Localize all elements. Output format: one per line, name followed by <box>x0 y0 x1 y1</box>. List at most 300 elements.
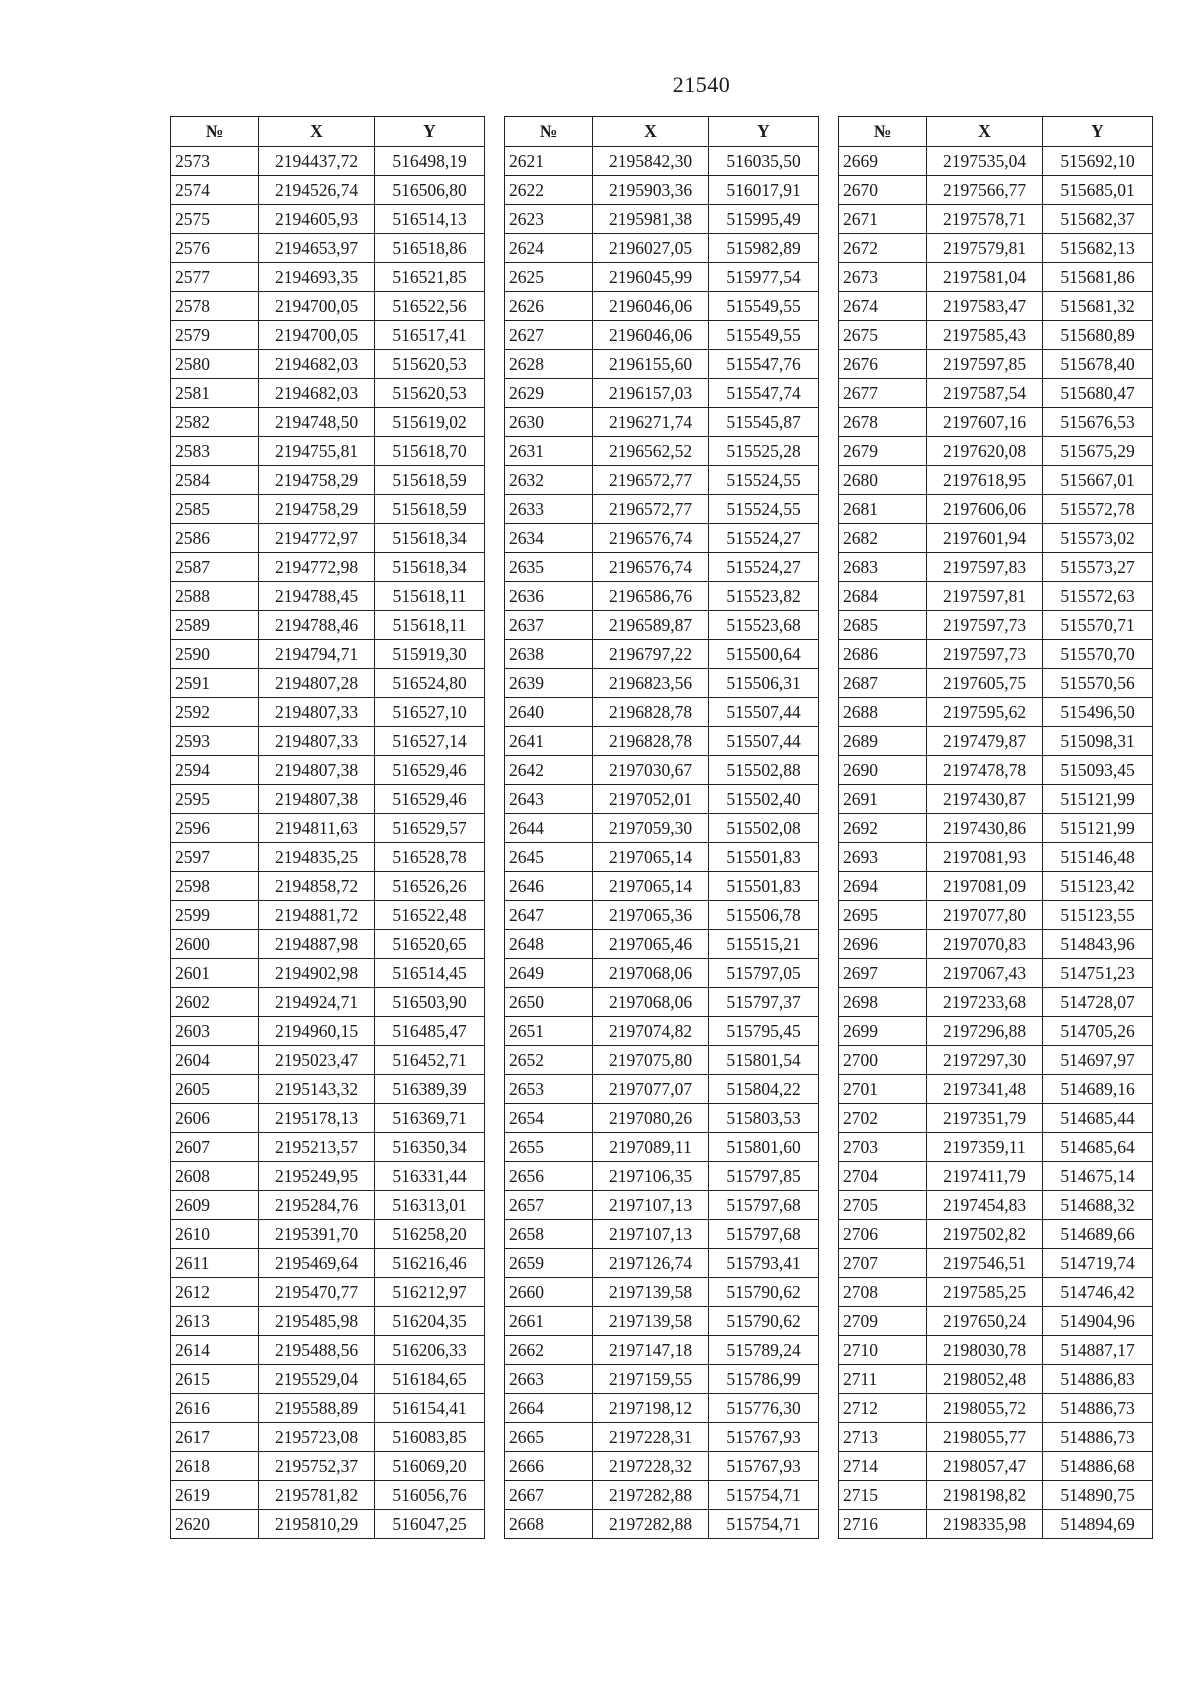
table-row <box>839 1017 1153 1046</box>
y-coordinate-cell: 515502,88 <box>709 756 819 785</box>
y-coordinate-cell: 515573,27 <box>1043 553 1153 582</box>
x-coordinate-cell: 2197065,46 <box>593 930 709 959</box>
table-row <box>505 553 819 582</box>
x-coordinate-cell: 2196828,78 <box>593 727 709 756</box>
y-coordinate-cell: 514746,42 <box>1043 1278 1153 1307</box>
y-coordinate-cell: 515919,30 <box>375 640 485 669</box>
table-row <box>171 1249 485 1278</box>
table-row <box>171 1510 485 1539</box>
y-coordinate-cell: 516527,10 <box>375 698 485 727</box>
y-coordinate-cell: 516035,50 <box>709 147 819 176</box>
x-coordinate-cell: 2197430,87 <box>927 785 1043 814</box>
y-coordinate-cell: 515549,55 <box>709 292 819 321</box>
y-coordinate-cell: 515977,54 <box>709 263 819 292</box>
table-row <box>171 379 485 408</box>
y-coordinate-cell: 515797,05 <box>709 959 819 988</box>
table-row <box>171 640 485 669</box>
table-row <box>505 234 819 263</box>
table-row <box>505 756 819 785</box>
x-coordinate-cell: 2195588,89 <box>259 1394 375 1423</box>
point-number-cell: 2658 <box>505 1220 593 1249</box>
x-coordinate-cell: 2195723,08 <box>259 1423 375 1452</box>
point-number-cell: 2657 <box>505 1191 593 1220</box>
table-header-row <box>171 117 485 147</box>
point-number-cell: 2627 <box>505 321 593 350</box>
point-number-cell: 2619 <box>171 1481 259 1510</box>
point-number-cell: 2607 <box>171 1133 259 1162</box>
x-coordinate-cell: 2195488,56 <box>259 1336 375 1365</box>
point-number-cell: 2695 <box>839 901 927 930</box>
table-row <box>505 437 819 466</box>
y-coordinate-cell: 516527,14 <box>375 727 485 756</box>
x-coordinate-cell: 2197081,93 <box>927 843 1043 872</box>
x-coordinate-cell: 2197198,12 <box>593 1394 709 1423</box>
y-coordinate-cell: 515797,37 <box>709 988 819 1017</box>
x-coordinate-cell: 2197139,58 <box>593 1307 709 1336</box>
table-row <box>171 553 485 582</box>
point-number-cell: 2647 <box>505 901 593 930</box>
table-row <box>839 1191 1153 1220</box>
point-number-cell: 2652 <box>505 1046 593 1075</box>
point-number-cell: 2641 <box>505 727 593 756</box>
point-number-cell: 2633 <box>505 495 593 524</box>
x-coordinate-cell: 2196271,74 <box>593 408 709 437</box>
point-number-cell: 2659 <box>505 1249 593 1278</box>
x-coordinate-cell: 2197581,04 <box>927 263 1043 292</box>
table-row <box>505 1191 819 1220</box>
table-row <box>505 785 819 814</box>
y-coordinate-cell: 515570,71 <box>1043 611 1153 640</box>
x-coordinate-cell: 2197650,24 <box>927 1307 1043 1336</box>
x-coordinate-cell: 2196589,87 <box>593 611 709 640</box>
y-coordinate-cell: 515692,10 <box>1043 147 1153 176</box>
point-number-cell: 2642 <box>505 756 593 785</box>
y-coordinate-cell: 515572,78 <box>1043 495 1153 524</box>
table-row <box>505 959 819 988</box>
y-coordinate-cell: 515682,37 <box>1043 205 1153 234</box>
table-row <box>171 669 485 698</box>
point-number-cell: 2675 <box>839 321 927 350</box>
x-coordinate-cell: 2194758,29 <box>259 495 375 524</box>
point-number-cell: 2693 <box>839 843 927 872</box>
point-number-cell: 2592 <box>171 698 259 727</box>
y-coordinate-cell: 515618,34 <box>375 524 485 553</box>
y-coordinate-cell: 515507,44 <box>709 727 819 756</box>
x-coordinate-cell: 2195810,29 <box>259 1510 375 1539</box>
table-row <box>171 524 485 553</box>
point-number-cell: 2645 <box>505 843 593 872</box>
y-coordinate-cell: 515506,78 <box>709 901 819 930</box>
point-number-cell: 2705 <box>839 1191 927 1220</box>
y-coordinate-cell: 515572,63 <box>1043 582 1153 611</box>
table-row <box>839 321 1153 350</box>
x-coordinate-cell: 2197228,31 <box>593 1423 709 1452</box>
point-number-cell: 2649 <box>505 959 593 988</box>
x-coordinate-cell: 2194881,72 <box>259 901 375 930</box>
point-number-cell: 2576 <box>171 234 259 263</box>
point-number-cell: 2670 <box>839 176 927 205</box>
table-row <box>171 814 485 843</box>
x-coordinate-cell: 2197411,79 <box>927 1162 1043 1191</box>
y-coordinate-cell: 516350,34 <box>375 1133 485 1162</box>
y-coordinate-cell: 515618,34 <box>375 553 485 582</box>
x-coordinate-cell: 2194902,98 <box>259 959 375 988</box>
table-row <box>839 669 1153 698</box>
point-number-cell: 2575 <box>171 205 259 234</box>
table-row <box>505 1162 819 1191</box>
table-row <box>839 1336 1153 1365</box>
x-coordinate-cell: 2197583,47 <box>927 292 1043 321</box>
table-row <box>505 147 819 176</box>
table-row <box>171 495 485 524</box>
x-coordinate-cell: 2197597,81 <box>927 582 1043 611</box>
table-row <box>171 1133 485 1162</box>
point-number-cell: 2644 <box>505 814 593 843</box>
y-coordinate-cell: 515795,45 <box>709 1017 819 1046</box>
x-coordinate-cell: 2197067,43 <box>927 959 1043 988</box>
y-coordinate-cell: 515685,01 <box>1043 176 1153 205</box>
table-row <box>171 205 485 234</box>
x-coordinate-cell: 2194653,97 <box>259 234 375 263</box>
table-row <box>839 611 1153 640</box>
x-coordinate-cell: 2194772,98 <box>259 553 375 582</box>
point-number-cell: 2617 <box>171 1423 259 1452</box>
x-coordinate-cell: 2195981,38 <box>593 205 709 234</box>
point-number-cell: 2691 <box>839 785 927 814</box>
table-row <box>839 292 1153 321</box>
y-coordinate-cell: 514886,73 <box>1043 1423 1153 1452</box>
y-coordinate-cell: 515754,71 <box>709 1481 819 1510</box>
x-coordinate-cell: 2196576,74 <box>593 553 709 582</box>
coordinate-table-1 <box>170 116 485 1539</box>
table-row <box>505 611 819 640</box>
y-coordinate-cell: 516526,26 <box>375 872 485 901</box>
x-coordinate-cell: 2197454,83 <box>927 1191 1043 1220</box>
x-coordinate-cell: 2198052,48 <box>927 1365 1043 1394</box>
point-number-cell: 2598 <box>171 872 259 901</box>
table-row <box>171 698 485 727</box>
y-coordinate-cell: 515619,02 <box>375 408 485 437</box>
table-row <box>839 756 1153 785</box>
y-coordinate-cell: 514887,17 <box>1043 1336 1153 1365</box>
x-coordinate-cell: 2195529,04 <box>259 1365 375 1394</box>
y-coordinate-cell: 515525,28 <box>709 437 819 466</box>
point-number-cell: 2656 <box>505 1162 593 1191</box>
y-coordinate-cell: 516017,91 <box>709 176 819 205</box>
point-number-cell: 2689 <box>839 727 927 756</box>
point-number-cell: 2581 <box>171 379 259 408</box>
coordinate-tables <box>170 116 1153 1539</box>
y-coordinate-cell: 516389,39 <box>375 1075 485 1104</box>
table-row <box>505 263 819 292</box>
x-coordinate-cell: 2198198,82 <box>927 1481 1043 1510</box>
x-coordinate-cell: 2197351,79 <box>927 1104 1043 1133</box>
x-coordinate-cell: 2196797,22 <box>593 640 709 669</box>
point-number-cell: 2683 <box>839 553 927 582</box>
table-row <box>171 901 485 930</box>
x-coordinate-cell: 2196155,60 <box>593 350 709 379</box>
point-number-cell: 2678 <box>839 408 927 437</box>
column-header-y: Y <box>1043 117 1153 147</box>
table-row <box>505 1423 819 1452</box>
table-row <box>171 988 485 1017</box>
x-coordinate-cell: 2196027,05 <box>593 234 709 263</box>
y-coordinate-cell: 515524,55 <box>709 466 819 495</box>
table-row <box>171 466 485 495</box>
y-coordinate-cell: 516047,25 <box>375 1510 485 1539</box>
point-number-cell: 2706 <box>839 1220 927 1249</box>
point-number-cell: 2579 <box>171 321 259 350</box>
table-row <box>839 814 1153 843</box>
y-coordinate-cell: 516452,71 <box>375 1046 485 1075</box>
point-number-cell: 2681 <box>839 495 927 524</box>
y-coordinate-cell: 515797,68 <box>709 1191 819 1220</box>
point-number-cell: 2611 <box>171 1249 259 1278</box>
x-coordinate-cell: 2194682,03 <box>259 350 375 379</box>
x-coordinate-cell: 2197587,54 <box>927 379 1043 408</box>
x-coordinate-cell: 2197068,06 <box>593 959 709 988</box>
y-coordinate-cell: 515801,54 <box>709 1046 819 1075</box>
x-coordinate-cell: 2197479,87 <box>927 727 1043 756</box>
point-number-cell: 2610 <box>171 1220 259 1249</box>
table-row <box>505 1220 819 1249</box>
point-number-cell: 2662 <box>505 1336 593 1365</box>
point-number-cell: 2654 <box>505 1104 593 1133</box>
table-row <box>171 727 485 756</box>
table-row <box>171 350 485 379</box>
y-coordinate-cell: 515123,42 <box>1043 872 1153 901</box>
table-row <box>505 872 819 901</box>
point-number-cell: 2605 <box>171 1075 259 1104</box>
table-row <box>171 1075 485 1104</box>
y-coordinate-cell: 515680,89 <box>1043 321 1153 350</box>
table-row <box>505 1336 819 1365</box>
table-row <box>171 872 485 901</box>
table-row <box>171 147 485 176</box>
y-coordinate-cell: 515681,32 <box>1043 292 1153 321</box>
table-row <box>839 1075 1153 1104</box>
table-row <box>505 408 819 437</box>
x-coordinate-cell: 2194700,05 <box>259 292 375 321</box>
table-row <box>505 321 819 350</box>
x-coordinate-cell: 2194924,71 <box>259 988 375 1017</box>
y-coordinate-cell: 514689,66 <box>1043 1220 1153 1249</box>
x-coordinate-cell: 2194526,74 <box>259 176 375 205</box>
x-coordinate-cell: 2195391,70 <box>259 1220 375 1249</box>
y-coordinate-cell: 515790,62 <box>709 1278 819 1307</box>
table-row <box>839 1423 1153 1452</box>
x-coordinate-cell: 2197359,11 <box>927 1133 1043 1162</box>
point-number-cell: 2591 <box>171 669 259 698</box>
x-coordinate-cell: 2198055,72 <box>927 1394 1043 1423</box>
table-row <box>839 263 1153 292</box>
y-coordinate-cell: 516083,85 <box>375 1423 485 1452</box>
table-row <box>505 814 819 843</box>
x-coordinate-cell: 2194772,97 <box>259 524 375 553</box>
y-coordinate-cell: 515506,31 <box>709 669 819 698</box>
y-coordinate-cell: 516204,35 <box>375 1307 485 1336</box>
point-number-cell: 2640 <box>505 698 593 727</box>
y-coordinate-cell: 515767,93 <box>709 1423 819 1452</box>
y-coordinate-cell: 515682,13 <box>1043 234 1153 263</box>
table-row <box>171 1481 485 1510</box>
table-row <box>171 292 485 321</box>
table-row <box>839 1510 1153 1539</box>
point-number-cell: 2623 <box>505 205 593 234</box>
y-coordinate-cell: 515676,53 <box>1043 408 1153 437</box>
x-coordinate-cell: 2197107,13 <box>593 1220 709 1249</box>
x-coordinate-cell: 2194807,38 <box>259 785 375 814</box>
table-header-row <box>839 117 1153 147</box>
point-number-cell: 2634 <box>505 524 593 553</box>
y-coordinate-cell: 516206,33 <box>375 1336 485 1365</box>
x-coordinate-cell: 2197070,83 <box>927 930 1043 959</box>
x-coordinate-cell: 2197030,67 <box>593 756 709 785</box>
point-number-cell: 2608 <box>171 1162 259 1191</box>
y-coordinate-cell: 516154,41 <box>375 1394 485 1423</box>
table-row <box>505 1394 819 1423</box>
table-row <box>839 234 1153 263</box>
point-number-cell: 2589 <box>171 611 259 640</box>
table-row <box>171 234 485 263</box>
point-number-cell: 2574 <box>171 176 259 205</box>
column-header-y: Y <box>375 117 485 147</box>
y-coordinate-cell: 516485,47 <box>375 1017 485 1046</box>
x-coordinate-cell: 2197546,51 <box>927 1249 1043 1278</box>
table-row <box>839 872 1153 901</box>
y-coordinate-cell: 516216,46 <box>375 1249 485 1278</box>
x-coordinate-cell: 2194835,25 <box>259 843 375 872</box>
table-row <box>505 1133 819 1162</box>
y-coordinate-cell: 515570,70 <box>1043 640 1153 669</box>
x-coordinate-cell: 2197065,36 <box>593 901 709 930</box>
table-row <box>839 1278 1153 1307</box>
table-row <box>171 1046 485 1075</box>
point-number-cell: 2703 <box>839 1133 927 1162</box>
point-number-cell: 2573 <box>171 147 259 176</box>
point-number-cell: 2671 <box>839 205 927 234</box>
y-coordinate-cell: 515797,68 <box>709 1220 819 1249</box>
point-number-cell: 2609 <box>171 1191 259 1220</box>
table-row <box>171 1336 485 1365</box>
point-number-cell: 2614 <box>171 1336 259 1365</box>
x-coordinate-cell: 2194437,72 <box>259 147 375 176</box>
y-coordinate-cell: 515501,83 <box>709 872 819 901</box>
x-coordinate-cell: 2196572,77 <box>593 495 709 524</box>
point-number-cell: 2672 <box>839 234 927 263</box>
table-row <box>839 901 1153 930</box>
point-number-cell: 2630 <box>505 408 593 437</box>
table-row <box>839 843 1153 872</box>
x-coordinate-cell: 2196576,74 <box>593 524 709 553</box>
x-coordinate-cell: 2196046,06 <box>593 292 709 321</box>
table-row <box>839 1365 1153 1394</box>
table-row <box>839 147 1153 176</box>
y-coordinate-cell: 516514,45 <box>375 959 485 988</box>
y-coordinate-cell: 515098,31 <box>1043 727 1153 756</box>
y-coordinate-cell: 515524,27 <box>709 553 819 582</box>
table-row <box>171 1307 485 1336</box>
y-coordinate-cell: 516369,71 <box>375 1104 485 1133</box>
y-coordinate-cell: 516313,01 <box>375 1191 485 1220</box>
table-row <box>171 1423 485 1452</box>
table-row <box>505 1307 819 1336</box>
point-number-cell: 2664 <box>505 1394 593 1423</box>
table-row <box>171 1452 485 1481</box>
table-row <box>839 1481 1153 1510</box>
x-coordinate-cell: 2197282,88 <box>593 1510 709 1539</box>
table-row <box>505 1452 819 1481</box>
point-number-cell: 2715 <box>839 1481 927 1510</box>
y-coordinate-cell: 515123,55 <box>1043 901 1153 930</box>
table-row <box>505 1046 819 1075</box>
y-coordinate-cell: 514886,73 <box>1043 1394 1153 1423</box>
y-coordinate-cell: 514685,64 <box>1043 1133 1153 1162</box>
table-row <box>171 408 485 437</box>
table-row <box>839 640 1153 669</box>
point-number-cell: 2639 <box>505 669 593 698</box>
table-row <box>839 1249 1153 1278</box>
point-number-cell: 2704 <box>839 1162 927 1191</box>
point-number-cell: 2710 <box>839 1336 927 1365</box>
table-row <box>171 611 485 640</box>
point-number-cell: 2582 <box>171 408 259 437</box>
x-coordinate-cell: 2197159,55 <box>593 1365 709 1394</box>
point-number-cell: 2628 <box>505 350 593 379</box>
point-number-cell: 2580 <box>171 350 259 379</box>
y-coordinate-cell: 514689,16 <box>1043 1075 1153 1104</box>
x-coordinate-cell: 2196828,78 <box>593 698 709 727</box>
point-number-cell: 2700 <box>839 1046 927 1075</box>
table-header-row <box>505 117 819 147</box>
x-coordinate-cell: 2197089,11 <box>593 1133 709 1162</box>
point-number-cell: 2603 <box>171 1017 259 1046</box>
point-number-cell: 2684 <box>839 582 927 611</box>
point-number-cell: 2661 <box>505 1307 593 1336</box>
table-row <box>171 176 485 205</box>
point-number-cell: 2577 <box>171 263 259 292</box>
table-row <box>839 176 1153 205</box>
table-row <box>505 379 819 408</box>
table-row <box>505 1075 819 1104</box>
y-coordinate-cell: 515618,11 <box>375 611 485 640</box>
x-coordinate-cell: 2195284,76 <box>259 1191 375 1220</box>
column-header-x: X <box>259 117 375 147</box>
x-coordinate-cell: 2194700,05 <box>259 321 375 350</box>
point-number-cell: 2699 <box>839 1017 927 1046</box>
y-coordinate-cell: 515507,44 <box>709 698 819 727</box>
x-coordinate-cell: 2197139,58 <box>593 1278 709 1307</box>
y-coordinate-cell: 516069,20 <box>375 1452 485 1481</box>
x-coordinate-cell: 2194887,98 <box>259 930 375 959</box>
point-number-cell: 2635 <box>505 553 593 582</box>
y-coordinate-cell: 515620,53 <box>375 350 485 379</box>
y-coordinate-cell: 515767,93 <box>709 1452 819 1481</box>
table-row <box>505 350 819 379</box>
y-coordinate-cell: 514719,74 <box>1043 1249 1153 1278</box>
coordinate-table-3 <box>838 116 1153 1539</box>
table-row <box>505 466 819 495</box>
y-coordinate-cell: 514890,75 <box>1043 1481 1153 1510</box>
y-coordinate-cell: 516514,13 <box>375 205 485 234</box>
y-coordinate-cell: 515500,64 <box>709 640 819 669</box>
x-coordinate-cell: 2197566,77 <box>927 176 1043 205</box>
x-coordinate-cell: 2195213,57 <box>259 1133 375 1162</box>
y-coordinate-cell: 515678,40 <box>1043 350 1153 379</box>
y-coordinate-cell: 514705,26 <box>1043 1017 1153 1046</box>
table-row <box>171 263 485 292</box>
table-row <box>171 1278 485 1307</box>
